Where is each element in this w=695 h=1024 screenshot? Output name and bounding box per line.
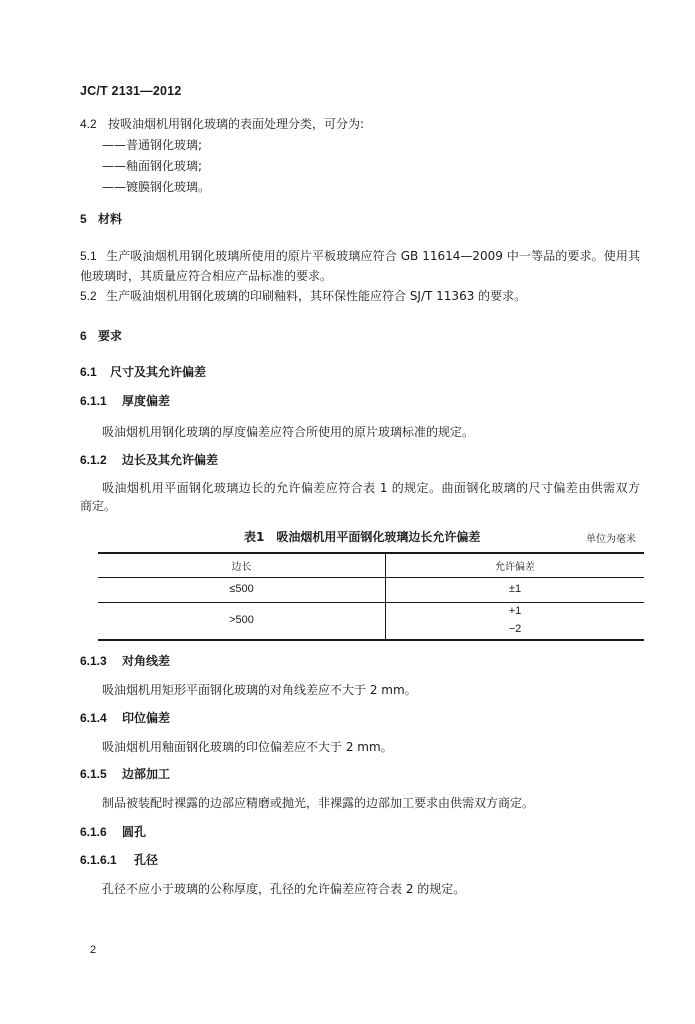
clause-title: 边长及其允许偏差 (122, 453, 219, 467)
clause-6-1-5-heading (80, 766, 170, 782)
clause-number: 4.2 (80, 117, 97, 131)
table-1-caption: 表1 吸油烟机用平面钢化玻璃边长允许偏差 (244, 530, 481, 544)
clause-title: 圆孔 (122, 825, 147, 839)
section-6-heading (80, 328, 122, 344)
clause-6-1-1-heading (80, 393, 170, 409)
table-row-rule (98, 602, 644, 603)
clause-number: 6.1.3 (80, 654, 107, 668)
clause-6-1-2-text-line-2: 商定。 (80, 499, 117, 513)
clause-6-1-heading (80, 364, 206, 380)
clause-title: 孔径 (134, 853, 159, 867)
clause-title: 对角线差 (122, 654, 171, 668)
clause-number: 6.1 (80, 365, 97, 379)
table-cell-length-row-2: >500 (229, 614, 254, 626)
section-number: 6 (80, 329, 87, 343)
table-cell-tolerance-row-1: ±1 (508, 583, 522, 595)
clause-6-1-3-text: 吸油烟机用矩形平面钢化玻璃的对角线差应不大于 2 mm。 (102, 683, 417, 697)
section-title: 材料 (98, 212, 123, 226)
clause-number: 6.1.2 (80, 453, 107, 467)
section-5-heading (80, 211, 122, 227)
list-item-plain-glass: ——普通钢化玻璃; (102, 138, 203, 152)
table-top-rule (98, 552, 644, 554)
clause-6-1-6-1-text: 孔径不应小于玻璃的公称厚度，孔径的允许偏差应符合表 2 的规定。 (102, 882, 466, 896)
list-item-glazed-glass: ——釉面钢化玻璃; (102, 159, 203, 173)
clause-5-1-line-2: 他玻璃时，其质量应符合相应产品标准的要求。 (80, 269, 333, 283)
clause-6-1-2-text-line-1: 吸油烟机用平面钢化玻璃边长的允许偏差应符合表 1 的规定。曲面钢化玻璃的尺寸偏差由供需双方 (102, 481, 640, 495)
page-number: 2 (90, 944, 97, 956)
clause-title: 边部加工 (122, 767, 171, 781)
table-cell-tolerance-row-2-lower: −2 (508, 623, 522, 635)
clause-6-1-3-heading (80, 653, 170, 669)
section-title: 要求 (98, 329, 123, 343)
table-header-length: 边长 (231, 562, 252, 573)
clause-number: 6.1.1 (80, 394, 107, 408)
table-1-unit: 单位为毫米 (586, 534, 636, 545)
clause-6-1-2-heading (80, 452, 218, 468)
clause-6-1-1-text: 吸油烟机用钢化玻璃的厚度偏差应符合所使用的原片玻璃标准的规定。 (102, 425, 475, 439)
clause-text: 生产吸油烟机用钢化玻璃的印刷釉料，其环保性能应符合 SJ/T 11363 的要求。 (106, 289, 527, 303)
clause-6-1-6-1-heading (80, 852, 158, 868)
clause-number: 6.1.4 (80, 711, 107, 725)
clause-5-1-line-1 (80, 248, 640, 264)
clause-number: 6.1.6 (80, 825, 107, 839)
clause-6-1-5-text: 制品被装配时裸露的边部应精磨或抛光，非裸露的边部加工要求由供需双方商定。 (102, 796, 535, 810)
clause-4-2 (80, 116, 364, 132)
clause-number: 5.2 (80, 289, 97, 303)
clause-6-1-4-heading (80, 710, 170, 726)
section-number: 5 (80, 212, 87, 226)
clause-5-2 (80, 288, 526, 304)
clause-text: 按吸油烟机用钢化玻璃的表面处理分类，可分为: (108, 117, 365, 131)
table-cell-length-row-1: ≤500 (229, 583, 254, 595)
clause-title: 尺寸及其允许偏差 (110, 365, 207, 379)
table-cell-tolerance-row-2-upper: +1 (508, 605, 522, 617)
table-bottom-rule (98, 639, 644, 641)
list-item-coated-glass: ——镀膜钢化玻璃。 (102, 180, 211, 194)
clause-6-1-6-heading (80, 824, 146, 840)
clause-6-1-4-text: 吸油烟机用釉面钢化玻璃的印位偏差应不大于 2 mm。 (102, 740, 393, 754)
table-header-rule (98, 577, 644, 578)
clause-number: 6.1.6.1 (80, 853, 117, 867)
table-header-tolerance: 允许偏差 (495, 562, 535, 573)
clause-number: 5.1 (80, 249, 97, 263)
clause-title: 厚度偏差 (122, 394, 171, 408)
table-1 (98, 552, 644, 640)
document-code-header: JC/T 2131—2012 (80, 84, 182, 98)
clause-title: 印位偏差 (122, 711, 171, 725)
clause-number: 6.1.5 (80, 767, 107, 781)
clause-text: 生产吸油烟机用钢化玻璃所使用的原片平板玻璃应符合 GB 11614—2009 中一等品的要求。使用其 (106, 249, 640, 263)
